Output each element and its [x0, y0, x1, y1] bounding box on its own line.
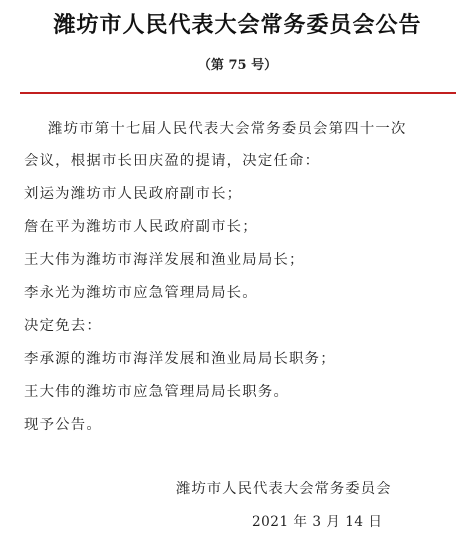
body-line: 会议，根据市长田庆盈的提请，决定任命：	[24, 153, 321, 169]
body-line: 决定免去：	[24, 318, 102, 334]
red-divider-line	[20, 92, 456, 94]
body-line: 李永光为潍坊市应急管理局局长。	[24, 285, 258, 301]
body-line: 詹在平为潍坊市人民政府副市长；	[24, 219, 258, 235]
body-line: 王大伟的潍坊市应急管理局局长职务。	[24, 384, 290, 400]
announcement-number: （第 75 号）	[197, 58, 278, 73]
signature-organization: 潍坊市人民代表大会常务委员会	[176, 481, 392, 497]
announcement-title: 潍坊市人民代表大会常务委员会公告	[53, 13, 422, 38]
body-line: 刘运为潍坊市人民政府副市长；	[24, 186, 243, 202]
body-line: 现予公告。	[24, 417, 102, 433]
body-line: 王大伟为潍坊市海洋发展和渔业局局长；	[24, 252, 305, 268]
announcement-date: 2021 年 3 月 14 日	[252, 514, 383, 530]
body-line: 李承源的潍坊市海洋发展和渔业局局长职务；	[24, 351, 336, 367]
body-line: 潍坊市第十七届人民代表大会常务委员会第四十一次	[48, 121, 407, 137]
